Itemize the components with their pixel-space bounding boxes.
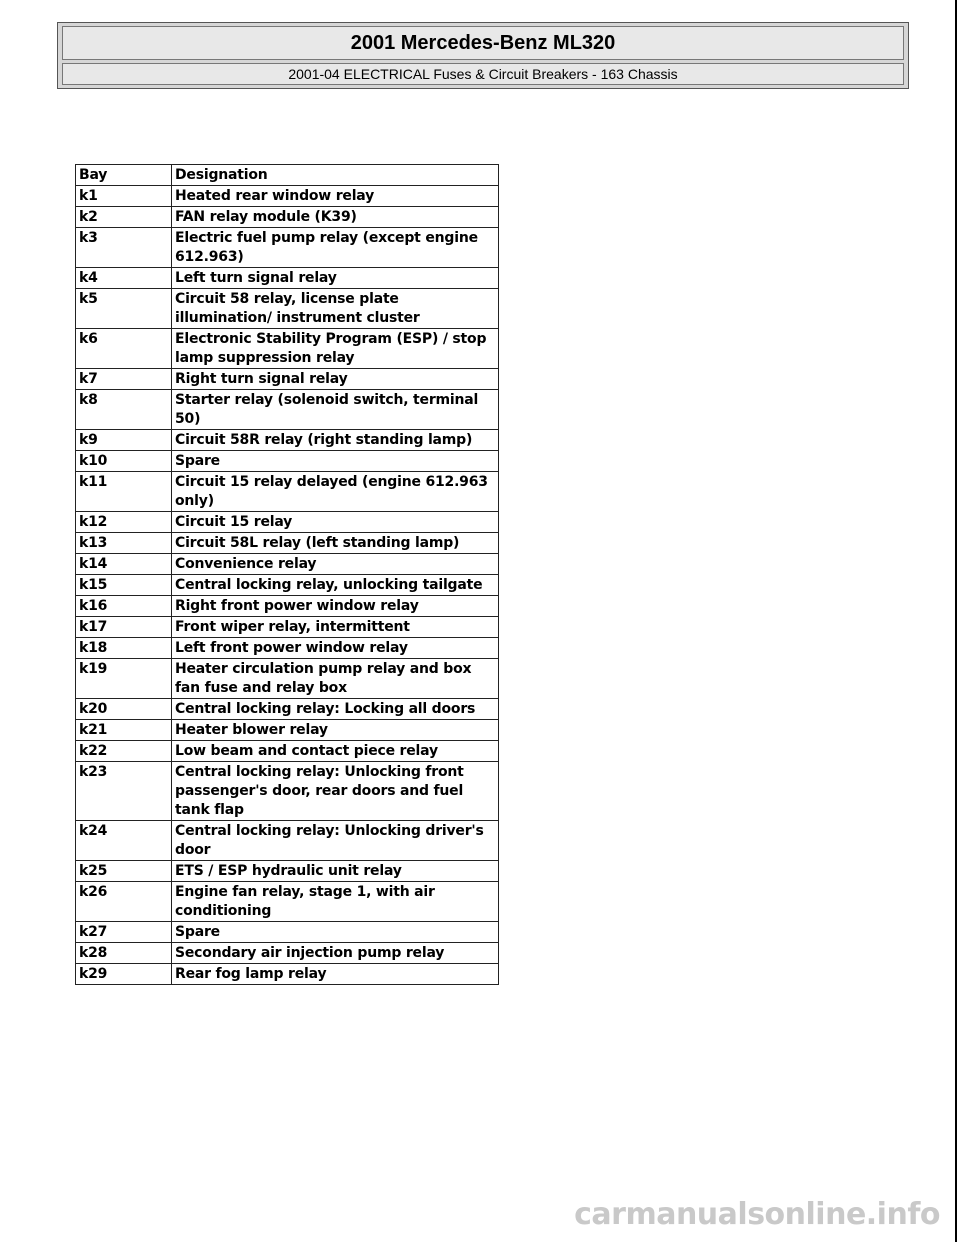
designation-cell: Starter relay (solenoid switch, terminal 50) xyxy=(172,390,499,430)
bay-cell: k23 xyxy=(76,762,172,821)
relay-table xyxy=(75,164,499,985)
table-row xyxy=(76,533,499,554)
bay-cell: k20 xyxy=(76,699,172,720)
designation-cell: FAN relay module (K39) xyxy=(172,207,499,228)
bay-cell: k21 xyxy=(76,720,172,741)
table-row xyxy=(76,186,499,207)
table-row xyxy=(76,554,499,575)
designation-cell: Circuit 58R relay (right standing lamp) xyxy=(172,430,499,451)
bay-cell: k6 xyxy=(76,329,172,369)
bay-cell: k11 xyxy=(76,472,172,512)
table-row xyxy=(76,720,499,741)
bay-cell: k8 xyxy=(76,390,172,430)
bay-cell: k25 xyxy=(76,861,172,882)
table-row xyxy=(76,228,499,268)
bay-cell: k14 xyxy=(76,554,172,575)
table-row xyxy=(76,964,499,985)
bay-cell: k17 xyxy=(76,617,172,638)
designation-cell: Right front power window relay xyxy=(172,596,499,617)
table-row xyxy=(76,596,499,617)
column-header-bay: Bay xyxy=(76,165,172,186)
bay-cell: k4 xyxy=(76,268,172,289)
designation-cell: Convenience relay xyxy=(172,554,499,575)
header-title-box xyxy=(62,26,904,60)
table-row xyxy=(76,512,499,533)
designation-cell: Central locking relay: Locking all doors xyxy=(172,699,499,720)
bay-cell: k24 xyxy=(76,821,172,861)
table-row xyxy=(76,659,499,699)
document-header xyxy=(57,22,909,89)
bay-cell: k9 xyxy=(76,430,172,451)
designation-cell: Engine fan relay, stage 1, with air conditioning xyxy=(172,882,499,922)
bay-cell: k22 xyxy=(76,741,172,762)
table-row xyxy=(76,617,499,638)
table-row xyxy=(76,762,499,821)
bay-cell: k12 xyxy=(76,512,172,533)
table-row xyxy=(76,472,499,512)
designation-cell: Right turn signal relay xyxy=(172,369,499,390)
designation-cell: Low beam and contact piece relay xyxy=(172,741,499,762)
column-header-designation: Designation xyxy=(172,165,499,186)
designation-cell: Central locking relay, unlocking tailgate xyxy=(172,575,499,596)
designation-cell: Electric fuel pump relay (except engine 612.963) xyxy=(172,228,499,268)
table-row xyxy=(76,699,499,720)
designation-cell: Left turn signal relay xyxy=(172,268,499,289)
bay-cell: k13 xyxy=(76,533,172,554)
designation-cell: Circuit 58 relay, license plate illumination/ instrument cluster xyxy=(172,289,499,329)
bay-cell: k1 xyxy=(76,186,172,207)
table-row xyxy=(76,861,499,882)
table-row xyxy=(76,390,499,430)
designation-cell: Heater blower relay xyxy=(172,720,499,741)
table-row xyxy=(76,638,499,659)
bay-cell: k10 xyxy=(76,451,172,472)
table-row xyxy=(76,575,499,596)
designation-cell: Electronic Stability Program (ESP) / stop lamp suppression relay xyxy=(172,329,499,369)
designation-cell: Left front power window relay xyxy=(172,638,499,659)
designation-cell: Central locking relay: Unlocking front passenger's door, rear doors and fuel tank flap xyxy=(172,762,499,821)
bay-cell: k29 xyxy=(76,964,172,985)
page-subtitle: 2001-04 ELECTRICAL Fuses & Circuit Breakers - 163 Chassis xyxy=(288,66,678,82)
table-row xyxy=(76,451,499,472)
designation-cell: Circuit 58L relay (left standing lamp) xyxy=(172,533,499,554)
table-header-row xyxy=(76,165,499,186)
designation-cell: Front wiper relay, intermittent xyxy=(172,617,499,638)
table-row xyxy=(76,289,499,329)
table-row xyxy=(76,369,499,390)
table-row xyxy=(76,268,499,289)
table-row xyxy=(76,821,499,861)
table-row xyxy=(76,329,499,369)
designation-cell: ETS / ESP hydraulic unit relay xyxy=(172,861,499,882)
table-row xyxy=(76,207,499,228)
designation-cell: Circuit 15 relay delayed (engine 612.963 only) xyxy=(172,472,499,512)
bay-cell: k3 xyxy=(76,228,172,268)
header-subtitle-box xyxy=(62,63,904,85)
bay-cell: k15 xyxy=(76,575,172,596)
table-row xyxy=(76,430,499,451)
table-row xyxy=(76,882,499,922)
designation-cell: Heated rear window relay xyxy=(172,186,499,207)
relay-table-container xyxy=(75,164,499,1127)
bay-cell: k26 xyxy=(76,882,172,922)
bay-cell: k27 xyxy=(76,922,172,943)
designation-cell: Spare xyxy=(172,922,499,943)
designation-cell: Circuit 15 relay xyxy=(172,512,499,533)
bay-cell: k2 xyxy=(76,207,172,228)
page-title: 2001 Mercedes-Benz ML320 xyxy=(350,32,616,54)
designation-cell: Rear fog lamp relay xyxy=(172,964,499,985)
designation-cell: Secondary air injection pump relay xyxy=(172,943,499,964)
watermark: carmanualsonline.info xyxy=(574,1197,940,1232)
table-row xyxy=(76,741,499,762)
designation-cell: Spare xyxy=(172,451,499,472)
designation-cell: Heater circulation pump relay and box fan fuse and relay box xyxy=(172,659,499,699)
bay-cell: k18 xyxy=(76,638,172,659)
designation-cell: Central locking relay: Unlocking driver's door xyxy=(172,821,499,861)
table-row xyxy=(76,943,499,964)
table-row xyxy=(76,922,499,943)
bay-cell: k16 xyxy=(76,596,172,617)
bay-cell: k28 xyxy=(76,943,172,964)
bay-cell: k7 xyxy=(76,369,172,390)
bay-cell: k19 xyxy=(76,659,172,699)
bay-cell: k5 xyxy=(76,289,172,329)
